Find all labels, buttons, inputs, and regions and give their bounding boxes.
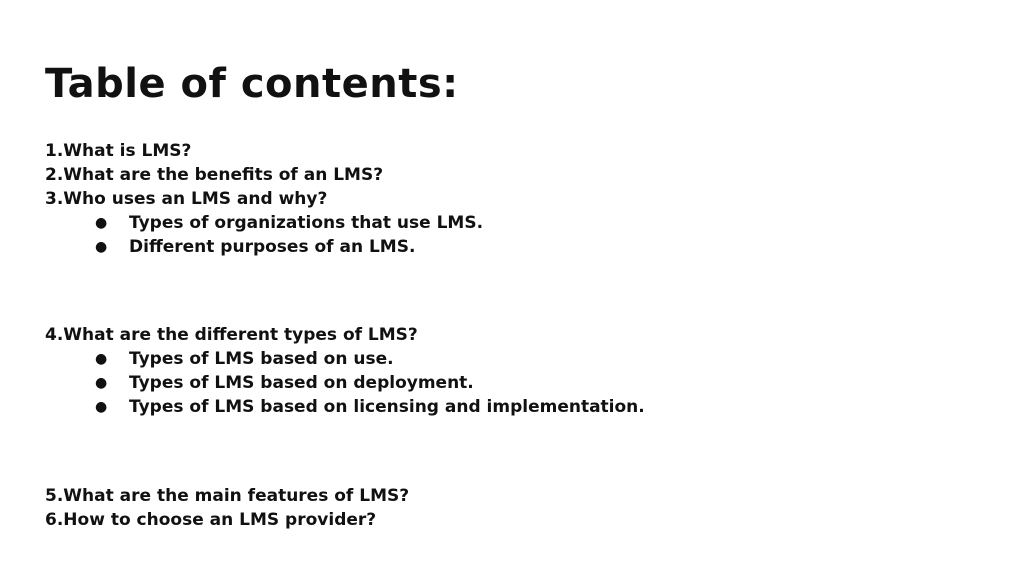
toc-item-6: 6.How to choose an LMS provider? [45,510,377,530]
toc-subitem-label: Types of LMS based on use. [129,349,394,369]
toc-item-5: 5.What are the main features of LMS? [45,486,410,506]
toc-section-3 [45,484,409,532]
toc-section-1 [45,139,483,259]
bullet-icon: ● [95,375,108,391]
toc-subitem-label: Types of organizations that use LMS. [129,213,484,233]
page-title: Table of contents: [45,61,459,107]
bullet-icon: ● [95,399,108,415]
toc-subitem-label: Types of LMS based on licensing and implementation. [129,397,645,417]
toc-subitem-label: Types of LMS based on deployment. [129,373,474,393]
bullet-icon: ● [95,215,108,231]
toc-subitem-3-2 [45,235,483,259]
toc-subitem-4-1 [45,347,645,371]
bullet-icon: ● [95,239,108,255]
toc-item-2: 2.What are the benefits of an LMS? [45,165,384,185]
toc-subitem-3-1 [45,211,483,235]
toc-item-4: 4.What are the different types of LMS? [45,325,418,345]
bullet-icon: ● [95,351,108,367]
toc-subitem-4-3 [45,395,645,419]
toc-subitem-4-2 [45,371,645,395]
slide [45,0,1005,576]
toc-subitem-label: Different purposes of an LMS. [129,237,416,257]
toc-item-3: 3.Who uses an LMS and why? [45,189,328,209]
toc-item-1: 1.What is LMS? [45,141,192,161]
toc-section-2 [45,323,645,419]
